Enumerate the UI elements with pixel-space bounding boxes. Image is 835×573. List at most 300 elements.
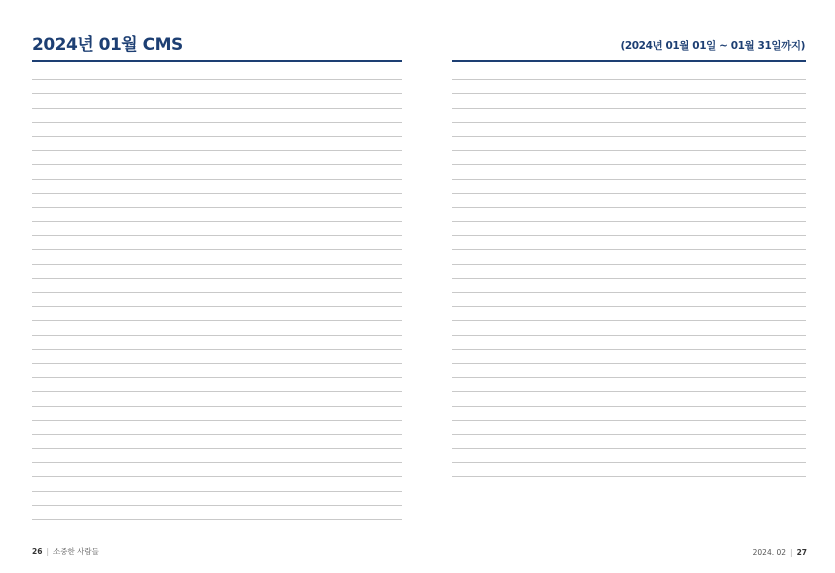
donor-entry bbox=[279, 236, 341, 250]
donor-entry bbox=[155, 392, 217, 406]
donor-entry bbox=[747, 307, 806, 321]
donor-entry bbox=[511, 109, 570, 123]
donor-entry bbox=[94, 350, 156, 364]
donor-entry bbox=[452, 364, 511, 378]
donor-entry bbox=[32, 321, 94, 335]
donor-entry bbox=[155, 123, 217, 137]
donor-entry bbox=[452, 463, 511, 477]
donor-entry bbox=[452, 265, 511, 279]
donor-entry bbox=[155, 151, 217, 165]
donor-entry bbox=[688, 421, 747, 435]
donor-entry bbox=[452, 180, 511, 194]
donor-entry bbox=[688, 449, 747, 463]
donor-entry bbox=[340, 477, 402, 491]
donor-entry bbox=[340, 321, 402, 335]
donor-entry bbox=[570, 336, 629, 350]
donor-entry bbox=[279, 421, 341, 435]
donor-entry bbox=[511, 378, 570, 392]
donor-entry bbox=[32, 137, 94, 151]
donor-entry bbox=[511, 250, 570, 264]
donor-entry bbox=[570, 293, 629, 307]
donor-entry bbox=[452, 94, 511, 108]
footer-left bbox=[32, 546, 99, 557]
donor-entry bbox=[94, 109, 156, 123]
donor-entry bbox=[747, 279, 806, 293]
donor-entry bbox=[32, 109, 94, 123]
donor-entry bbox=[340, 137, 402, 151]
donor-entry bbox=[155, 336, 217, 350]
donor-entry bbox=[32, 80, 94, 94]
donor-entry bbox=[688, 80, 747, 94]
donor-entry bbox=[570, 151, 629, 165]
donor-entry bbox=[32, 293, 94, 307]
donor-entry bbox=[570, 137, 629, 151]
donor-entry bbox=[340, 123, 402, 137]
donor-entry bbox=[452, 350, 511, 364]
donor-entry bbox=[217, 236, 279, 250]
donor-entry bbox=[629, 180, 688, 194]
donor-entry bbox=[629, 378, 688, 392]
donor-entry bbox=[688, 250, 747, 264]
donor-entry bbox=[340, 307, 402, 321]
donor-entry bbox=[747, 151, 806, 165]
donor-entry bbox=[279, 123, 341, 137]
donor-entry bbox=[452, 392, 511, 406]
footer-publication: 소중한 사람들 bbox=[52, 547, 99, 556]
donor-entry bbox=[94, 421, 156, 435]
donor-entry bbox=[94, 492, 156, 506]
donor-entry bbox=[511, 123, 570, 137]
donor-entry bbox=[155, 222, 217, 236]
donor-entry bbox=[570, 463, 629, 477]
donor-entry bbox=[217, 392, 279, 406]
donor-entry bbox=[629, 194, 688, 208]
donor-entry bbox=[32, 94, 94, 108]
donor-entry bbox=[747, 378, 806, 392]
donor-entry bbox=[629, 392, 688, 406]
donor-entry bbox=[94, 250, 156, 264]
donor-entry bbox=[32, 180, 94, 194]
donor-entry bbox=[217, 250, 279, 264]
donor-entry bbox=[340, 435, 402, 449]
donor-entry bbox=[340, 151, 402, 165]
donor-entry bbox=[340, 279, 402, 293]
donor-entry bbox=[32, 265, 94, 279]
donor-entry bbox=[629, 66, 688, 80]
donor-entry bbox=[511, 151, 570, 165]
donor-entry bbox=[217, 407, 279, 421]
donor-entry bbox=[340, 364, 402, 378]
donor-entry bbox=[747, 208, 806, 222]
donor-entry bbox=[32, 336, 94, 350]
donor-entry bbox=[747, 449, 806, 463]
donor-entry bbox=[340, 392, 402, 406]
donor-entry bbox=[340, 80, 402, 94]
donor-entry bbox=[629, 279, 688, 293]
donor-entry bbox=[452, 123, 511, 137]
date-range: (2024년 01월 01일 ~ 01월 31일까지) bbox=[620, 40, 805, 52]
donor-entry bbox=[94, 477, 156, 491]
donor-entry bbox=[32, 378, 94, 392]
donor-entry bbox=[217, 477, 279, 491]
donor-entry bbox=[32, 279, 94, 293]
donor-entry bbox=[570, 364, 629, 378]
donor-entry bbox=[340, 378, 402, 392]
donor-entry bbox=[155, 137, 217, 151]
donor-entry bbox=[155, 477, 217, 491]
donor-entry bbox=[155, 109, 217, 123]
donor-entry bbox=[747, 137, 806, 151]
donor-entry bbox=[570, 265, 629, 279]
donor-entry bbox=[688, 165, 747, 179]
donor-entry bbox=[511, 307, 570, 321]
left-rule bbox=[32, 60, 402, 62]
donor-entry bbox=[452, 151, 511, 165]
left-donor-grid bbox=[32, 66, 402, 520]
donor-entry bbox=[747, 321, 806, 335]
donor-entry bbox=[155, 421, 217, 435]
donor-entry bbox=[747, 180, 806, 194]
donor-entry bbox=[155, 180, 217, 194]
donor-entry bbox=[570, 80, 629, 94]
donor-entry bbox=[629, 321, 688, 335]
donor-entry bbox=[155, 350, 217, 364]
donor-entry bbox=[94, 435, 156, 449]
donor-entry bbox=[688, 435, 747, 449]
donor-entry bbox=[155, 506, 217, 520]
footer-right bbox=[753, 548, 807, 557]
donor-entry bbox=[629, 463, 688, 477]
donor-entry bbox=[32, 407, 94, 421]
donor-entry bbox=[94, 66, 156, 80]
donor-entry bbox=[155, 364, 217, 378]
donor-entry bbox=[279, 194, 341, 208]
donor-entry bbox=[279, 180, 341, 194]
donor-entry bbox=[452, 80, 511, 94]
donor-entry bbox=[747, 364, 806, 378]
donor-entry bbox=[32, 463, 94, 477]
donor-entry bbox=[340, 421, 402, 435]
donor-entry bbox=[94, 506, 156, 520]
donor-entry bbox=[94, 180, 156, 194]
donor-entry bbox=[629, 265, 688, 279]
donor-entry bbox=[511, 236, 570, 250]
donor-entry bbox=[217, 449, 279, 463]
donor-entry bbox=[340, 506, 402, 520]
donor-entry bbox=[340, 194, 402, 208]
donor-entry bbox=[340, 265, 402, 279]
donor-entry bbox=[279, 492, 341, 506]
donor-entry bbox=[279, 392, 341, 406]
donor-entry bbox=[629, 80, 688, 94]
donor-entry bbox=[511, 321, 570, 335]
donor-entry bbox=[570, 165, 629, 179]
donor-entry bbox=[452, 435, 511, 449]
donor-entry bbox=[279, 109, 341, 123]
donor-entry bbox=[279, 364, 341, 378]
donor-entry bbox=[452, 421, 511, 435]
donor-entry bbox=[511, 208, 570, 222]
donor-entry bbox=[340, 236, 402, 250]
donor-entry bbox=[570, 66, 629, 80]
donor-entry bbox=[279, 336, 341, 350]
donor-entry bbox=[511, 350, 570, 364]
donor-entry bbox=[94, 236, 156, 250]
donor-entry bbox=[217, 265, 279, 279]
donor-entry bbox=[747, 392, 806, 406]
donor-entry bbox=[747, 194, 806, 208]
donor-entry bbox=[747, 463, 806, 477]
donor-entry bbox=[217, 506, 279, 520]
donor-entry bbox=[32, 492, 94, 506]
donor-entry bbox=[217, 208, 279, 222]
donor-entry bbox=[279, 80, 341, 94]
footer-separator: | bbox=[46, 547, 49, 556]
donor-entry bbox=[279, 506, 341, 520]
donor-entry bbox=[570, 109, 629, 123]
donor-entry bbox=[452, 279, 511, 293]
donor-entry bbox=[629, 407, 688, 421]
donor-entry bbox=[340, 492, 402, 506]
donor-entry bbox=[32, 477, 94, 491]
donor-entry bbox=[340, 407, 402, 421]
donor-entry bbox=[279, 151, 341, 165]
donor-entry bbox=[94, 307, 156, 321]
donor-entry bbox=[32, 165, 94, 179]
right-donor-grid bbox=[452, 66, 806, 477]
donor-entry bbox=[629, 293, 688, 307]
donor-entry bbox=[511, 94, 570, 108]
donor-entry bbox=[570, 421, 629, 435]
donor-entry bbox=[511, 364, 570, 378]
donor-entry bbox=[570, 392, 629, 406]
donor-entry bbox=[511, 421, 570, 435]
donor-entry bbox=[155, 265, 217, 279]
donor-entry bbox=[32, 250, 94, 264]
donor-entry bbox=[452, 222, 511, 236]
donor-entry bbox=[511, 80, 570, 94]
donor-entry bbox=[217, 336, 279, 350]
donor-entry bbox=[279, 250, 341, 264]
donor-entry bbox=[94, 279, 156, 293]
donor-entry bbox=[511, 180, 570, 194]
donor-entry bbox=[94, 208, 156, 222]
donor-entry bbox=[340, 449, 402, 463]
donor-entry bbox=[217, 165, 279, 179]
donor-entry bbox=[688, 392, 747, 406]
donor-entry bbox=[279, 477, 341, 491]
donor-entry bbox=[94, 392, 156, 406]
donor-entry bbox=[217, 222, 279, 236]
donor-entry bbox=[155, 435, 217, 449]
donor-entry bbox=[452, 407, 511, 421]
donor-entry bbox=[570, 407, 629, 421]
donor-entry bbox=[155, 279, 217, 293]
donor-entry bbox=[32, 449, 94, 463]
donor-entry bbox=[155, 321, 217, 335]
donor-entry bbox=[32, 123, 94, 137]
donor-entry bbox=[511, 435, 570, 449]
donor-entry bbox=[279, 66, 341, 80]
donor-entry bbox=[217, 435, 279, 449]
donor-entry bbox=[688, 180, 747, 194]
donor-entry bbox=[94, 293, 156, 307]
donor-entry bbox=[155, 293, 217, 307]
donor-entry bbox=[688, 279, 747, 293]
donor-entry bbox=[94, 194, 156, 208]
donor-entry bbox=[32, 66, 94, 80]
donor-entry bbox=[570, 222, 629, 236]
donor-entry bbox=[570, 94, 629, 108]
donor-entry bbox=[452, 321, 511, 335]
donor-entry bbox=[340, 336, 402, 350]
donor-entry bbox=[340, 350, 402, 364]
left-page-number: 26 bbox=[32, 547, 43, 556]
donor-entry bbox=[94, 265, 156, 279]
donor-entry bbox=[747, 293, 806, 307]
donor-entry bbox=[94, 364, 156, 378]
donor-entry bbox=[32, 307, 94, 321]
donor-entry bbox=[217, 279, 279, 293]
donor-entry bbox=[570, 378, 629, 392]
donor-entry bbox=[94, 378, 156, 392]
donor-entry bbox=[570, 350, 629, 364]
donor-entry bbox=[217, 463, 279, 477]
donor-entry bbox=[570, 321, 629, 335]
donor-entry bbox=[155, 236, 217, 250]
donor-entry bbox=[570, 435, 629, 449]
donor-entry bbox=[747, 109, 806, 123]
donor-entry bbox=[688, 236, 747, 250]
donor-entry bbox=[688, 194, 747, 208]
donor-entry bbox=[452, 293, 511, 307]
donor-entry bbox=[452, 208, 511, 222]
donor-entry bbox=[279, 279, 341, 293]
donor-entry bbox=[629, 421, 688, 435]
donor-entry bbox=[511, 137, 570, 151]
donor-entry bbox=[279, 463, 341, 477]
donor-entry bbox=[32, 208, 94, 222]
donor-entry bbox=[340, 66, 402, 80]
donor-entry bbox=[94, 336, 156, 350]
donor-entry bbox=[511, 449, 570, 463]
donor-entry bbox=[570, 236, 629, 250]
donor-entry bbox=[155, 165, 217, 179]
footer-issue-date: 2024. 02 bbox=[752, 548, 787, 557]
donor-entry bbox=[155, 492, 217, 506]
donor-entry bbox=[32, 506, 94, 520]
donor-entry bbox=[94, 321, 156, 335]
donor-entry bbox=[217, 194, 279, 208]
donor-entry bbox=[155, 378, 217, 392]
donor-entry bbox=[570, 279, 629, 293]
donor-entry bbox=[32, 151, 94, 165]
donor-entry bbox=[94, 94, 156, 108]
donor-entry bbox=[94, 449, 156, 463]
donor-entry bbox=[629, 236, 688, 250]
donor-entry bbox=[688, 364, 747, 378]
donor-entry bbox=[452, 137, 511, 151]
donor-entry bbox=[688, 293, 747, 307]
donor-entry bbox=[452, 165, 511, 179]
donor-entry bbox=[32, 236, 94, 250]
donor-entry bbox=[217, 80, 279, 94]
donor-entry bbox=[570, 180, 629, 194]
donor-entry bbox=[340, 94, 402, 108]
donor-entry bbox=[94, 137, 156, 151]
page-title: 2024년 01월 CMS bbox=[32, 35, 183, 55]
donor-entry bbox=[279, 449, 341, 463]
donor-entry bbox=[155, 208, 217, 222]
donor-entry bbox=[688, 307, 747, 321]
donor-entry bbox=[155, 80, 217, 94]
donor-entry bbox=[217, 123, 279, 137]
donor-entry bbox=[570, 250, 629, 264]
donor-entry bbox=[217, 307, 279, 321]
donor-entry bbox=[217, 293, 279, 307]
donor-entry bbox=[452, 449, 511, 463]
donor-entry bbox=[32, 421, 94, 435]
donor-entry bbox=[570, 123, 629, 137]
donor-entry bbox=[217, 421, 279, 435]
donor-entry bbox=[452, 194, 511, 208]
donor-entry bbox=[629, 137, 688, 151]
donor-entry bbox=[688, 378, 747, 392]
donor-entry bbox=[688, 321, 747, 335]
donor-entry bbox=[511, 407, 570, 421]
donor-entry bbox=[747, 435, 806, 449]
donor-entry bbox=[217, 109, 279, 123]
donor-entry bbox=[340, 180, 402, 194]
donor-entry bbox=[155, 66, 217, 80]
donor-entry bbox=[747, 236, 806, 250]
donor-entry bbox=[279, 307, 341, 321]
donor-entry bbox=[747, 165, 806, 179]
donor-entry bbox=[747, 123, 806, 137]
donor-entry bbox=[452, 66, 511, 80]
donor-entry bbox=[511, 279, 570, 293]
donor-entry bbox=[747, 265, 806, 279]
donor-entry bbox=[94, 222, 156, 236]
donor-entry bbox=[279, 94, 341, 108]
donor-entry bbox=[629, 350, 688, 364]
donor-entry bbox=[217, 364, 279, 378]
donor-entry bbox=[629, 435, 688, 449]
donor-entry bbox=[155, 250, 217, 264]
donor-entry bbox=[688, 208, 747, 222]
donor-entry bbox=[747, 336, 806, 350]
donor-entry bbox=[217, 321, 279, 335]
donor-entry bbox=[279, 407, 341, 421]
donor-entry bbox=[155, 194, 217, 208]
donor-entry bbox=[629, 151, 688, 165]
donor-entry bbox=[511, 463, 570, 477]
donor-entry bbox=[747, 66, 806, 80]
donor-entry bbox=[747, 94, 806, 108]
donor-entry bbox=[279, 165, 341, 179]
donor-entry bbox=[340, 463, 402, 477]
donor-entry bbox=[217, 350, 279, 364]
donor-entry bbox=[94, 165, 156, 179]
donor-entry bbox=[629, 222, 688, 236]
donor-entry bbox=[340, 250, 402, 264]
donor-entry bbox=[747, 250, 806, 264]
donor-entry bbox=[629, 165, 688, 179]
donor-entry bbox=[511, 222, 570, 236]
donor-entry bbox=[279, 208, 341, 222]
donor-entry bbox=[32, 435, 94, 449]
donor-entry bbox=[279, 378, 341, 392]
